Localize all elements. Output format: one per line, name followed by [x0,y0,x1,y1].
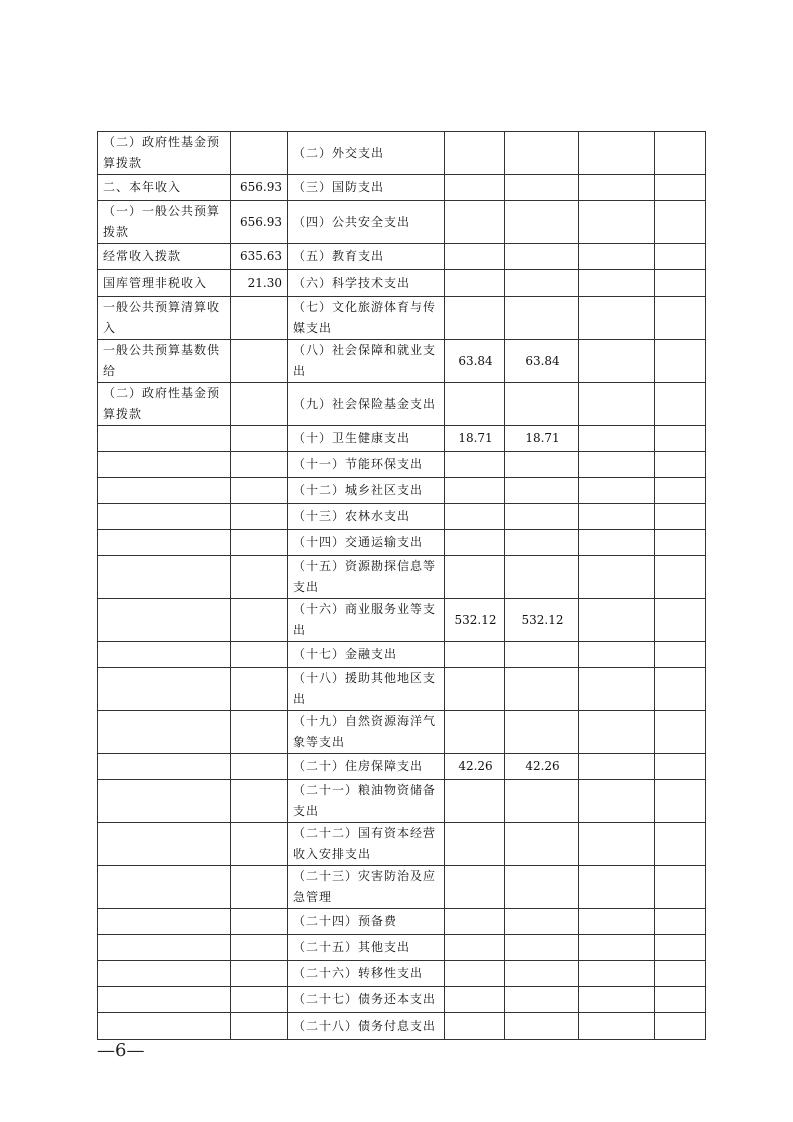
cell-income-item: （二）政府性基金预算拨款 [98,132,231,175]
cell-expense-item: （二）外交支出 [288,132,445,175]
table-row [98,780,706,823]
cell-expense-other [655,478,706,504]
cell-expense-total: 42.26 [445,754,505,780]
cell-income-amount [231,556,288,599]
cell-expense-item: （四）公共安全支出 [288,201,445,244]
cell-expense-total [445,504,505,530]
cell-expense-fund [579,642,655,668]
table-row [98,987,706,1013]
cell-expense-other [655,866,706,909]
cell-income-amount [231,383,288,426]
cell-income-item [98,504,231,530]
table-row [98,935,706,961]
cell-income-item [98,1013,231,1040]
cell-income-item [98,754,231,780]
cell-expense-other [655,383,706,426]
cell-expense-item: （十三）农林水支出 [288,504,445,530]
budget-table-body [98,132,706,1040]
cell-expense-total [445,383,505,426]
cell-expense-total [445,452,505,478]
table-row [98,244,706,270]
cell-income-item [98,711,231,754]
cell-income-item [98,961,231,987]
cell-expense-fund [579,823,655,866]
table-row [98,530,706,556]
cell-income-amount [231,504,288,530]
cell-expense-other [655,987,706,1013]
cell-expense-fund [579,961,655,987]
cell-income-amount: 656.93 [231,201,288,244]
cell-expense-other [655,642,706,668]
cell-income-amount [231,452,288,478]
table-row [98,175,706,201]
cell-expense-fund [579,132,655,175]
cell-expense-item: （六）科学技术支出 [288,270,445,297]
cell-expense-item: （十一）节能环保支出 [288,452,445,478]
table-row [98,1013,706,1040]
cell-expense-general [505,780,579,823]
cell-expense-general [505,961,579,987]
budget-table [97,131,706,1040]
cell-expense-item: （十七）金融支出 [288,642,445,668]
cell-expense-total [445,270,505,297]
cell-income-amount [231,132,288,175]
cell-expense-general [505,987,579,1013]
cell-expense-general [505,201,579,244]
cell-expense-general: 42.26 [505,754,579,780]
page-number: —6— [97,1040,145,1061]
cell-expense-other [655,556,706,599]
cell-expense-item: （十六）商业服务业等支出 [288,599,445,642]
cell-income-item: 二、本年收入 [98,175,231,201]
table-row [98,668,706,711]
cell-expense-fund [579,452,655,478]
cell-expense-fund [579,599,655,642]
table-row [98,201,706,244]
cell-expense-total [445,297,505,340]
table-row [98,340,706,383]
cell-income-amount [231,478,288,504]
cell-expense-item: （八）社会保障和就业支出 [288,340,445,383]
cell-expense-item: （十五）资源勘探信息等支出 [288,556,445,599]
cell-expense-total [445,961,505,987]
cell-expense-total [445,823,505,866]
cell-expense-fund [579,201,655,244]
cell-expense-other [655,297,706,340]
cell-expense-other [655,452,706,478]
cell-expense-item: （十四）交通运输支出 [288,530,445,556]
cell-income-item: 经常收入拨款 [98,244,231,270]
cell-expense-other [655,201,706,244]
cell-expense-general [505,668,579,711]
cell-expense-other [655,530,706,556]
cell-expense-total [445,711,505,754]
cell-expense-total [445,935,505,961]
table-row [98,504,706,530]
cell-expense-fund [579,909,655,935]
cell-expense-general: 63.84 [505,340,579,383]
cell-expense-fund [579,754,655,780]
cell-expense-other [655,132,706,175]
cell-income-amount [231,909,288,935]
cell-income-item: 一般公共预算基数供给 [98,340,231,383]
cell-income-amount [231,340,288,383]
cell-expense-fund [579,530,655,556]
cell-expense-fund [579,340,655,383]
cell-expense-general [505,530,579,556]
cell-expense-total [445,642,505,668]
cell-income-item [98,556,231,599]
table-row [98,297,706,340]
cell-income-amount [231,754,288,780]
cell-expense-general [505,642,579,668]
cell-income-amount [231,668,288,711]
cell-expense-total: 532.12 [445,599,505,642]
cell-expense-general [505,383,579,426]
cell-income-item: 一般公共预算清算收入 [98,297,231,340]
cell-income-amount [231,780,288,823]
table-row [98,556,706,599]
cell-income-amount [231,530,288,556]
cell-expense-total: 63.84 [445,340,505,383]
cell-expense-other [655,823,706,866]
cell-expense-total [445,987,505,1013]
cell-expense-item: （二十）住房保障支出 [288,754,445,780]
cell-expense-item: （七）文化旅游体育与传媒支出 [288,297,445,340]
cell-expense-other [655,961,706,987]
cell-expense-total [445,530,505,556]
cell-income-amount [231,961,288,987]
cell-expense-item: （二十三）灾害防治及应急管理 [288,866,445,909]
cell-expense-fund [579,866,655,909]
cell-expense-other [655,935,706,961]
cell-income-item [98,642,231,668]
cell-income-item [98,668,231,711]
cell-income-item [98,909,231,935]
cell-expense-item: （九）社会保险基金支出 [288,383,445,426]
cell-expense-fund [579,478,655,504]
cell-expense-total: 18.71 [445,426,505,452]
cell-income-amount [231,935,288,961]
cell-expense-general [505,132,579,175]
cell-expense-item: （二十一）粮油物资储备支出 [288,780,445,823]
cell-expense-item: （五）教育支出 [288,244,445,270]
cell-expense-general [505,1013,579,1040]
cell-income-item [98,452,231,478]
cell-income-item [98,987,231,1013]
cell-expense-item: （三）国防支出 [288,175,445,201]
cell-income-amount [231,1013,288,1040]
table-row [98,642,706,668]
cell-expense-total [445,244,505,270]
cell-expense-item: （二十七）债务还本支出 [288,987,445,1013]
cell-income-amount [231,599,288,642]
cell-expense-item: （十二）城乡社区支出 [288,478,445,504]
table-row [98,711,706,754]
cell-expense-fund [579,668,655,711]
cell-expense-general [505,556,579,599]
cell-expense-general [505,244,579,270]
cell-expense-total [445,780,505,823]
cell-income-amount [231,987,288,1013]
cell-expense-other [655,340,706,383]
cell-expense-general [505,175,579,201]
cell-expense-total [445,556,505,599]
cell-expense-fund [579,780,655,823]
cell-expense-item: （十九）自然资源海洋气象等支出 [288,711,445,754]
table-row [98,452,706,478]
cell-expense-other [655,909,706,935]
cell-expense-fund [579,987,655,1013]
cell-expense-other [655,1013,706,1040]
cell-expense-fund [579,504,655,530]
table-row [98,823,706,866]
cell-expense-other [655,754,706,780]
cell-expense-other [655,599,706,642]
cell-income-amount: 656.93 [231,175,288,201]
cell-expense-total [445,201,505,244]
cell-income-item [98,823,231,866]
cell-expense-general [505,297,579,340]
cell-expense-fund [579,297,655,340]
cell-expense-item: （二十五）其他支出 [288,935,445,961]
cell-expense-general [505,823,579,866]
cell-income-amount [231,297,288,340]
cell-income-item: （一）一般公共预算拨款 [98,201,231,244]
cell-expense-total [445,866,505,909]
cell-expense-other [655,668,706,711]
cell-expense-fund [579,244,655,270]
table-row [98,866,706,909]
cell-income-amount: 21.30 [231,270,288,297]
table-row [98,132,706,175]
cell-income-item [98,780,231,823]
table-row [98,478,706,504]
cell-expense-other [655,175,706,201]
cell-expense-total [445,909,505,935]
cell-expense-total [445,175,505,201]
cell-expense-general [505,504,579,530]
cell-expense-general: 532.12 [505,599,579,642]
cell-expense-fund [579,711,655,754]
table-row [98,754,706,780]
cell-expense-item: （十）卫生健康支出 [288,426,445,452]
cell-expense-fund [579,426,655,452]
cell-expense-item: （二十六）转移性支出 [288,961,445,987]
cell-income-item [98,426,231,452]
cell-expense-fund [579,556,655,599]
cell-expense-fund [579,175,655,201]
cell-income-amount [231,866,288,909]
table-row [98,270,706,297]
cell-expense-general [505,478,579,504]
table-row [98,426,706,452]
cell-income-item [98,935,231,961]
cell-income-amount [231,823,288,866]
cell-expense-item: （二十四）预备费 [288,909,445,935]
cell-expense-general: 18.71 [505,426,579,452]
cell-income-item [98,866,231,909]
cell-expense-total [445,668,505,711]
cell-income-item: （二）政府性基金预算拨款 [98,383,231,426]
cell-expense-general [505,270,579,297]
cell-income-amount [231,642,288,668]
cell-expense-fund [579,935,655,961]
cell-expense-general [505,909,579,935]
cell-expense-item: （十八）援助其他地区支出 [288,668,445,711]
cell-expense-other [655,711,706,754]
cell-expense-other [655,270,706,297]
cell-income-item [98,478,231,504]
cell-expense-total [445,1013,505,1040]
cell-expense-fund [579,1013,655,1040]
cell-expense-item: （二十二）国有资本经营收入安排支出 [288,823,445,866]
cell-expense-other [655,244,706,270]
table-row [98,909,706,935]
cell-income-item [98,530,231,556]
cell-expense-other [655,426,706,452]
cell-income-item: 国库管理非税收入 [98,270,231,297]
cell-expense-other [655,504,706,530]
cell-income-amount [231,711,288,754]
cell-expense-general [505,452,579,478]
table-row [98,599,706,642]
cell-expense-general [505,935,579,961]
cell-income-amount [231,426,288,452]
cell-income-item [98,599,231,642]
cell-expense-total [445,132,505,175]
cell-expense-general [505,711,579,754]
cell-expense-fund [579,383,655,426]
cell-expense-general [505,866,579,909]
cell-expense-fund [579,270,655,297]
table-row [98,383,706,426]
cell-expense-other [655,780,706,823]
cell-income-amount: 635.63 [231,244,288,270]
cell-expense-item: （二十八）债务付息支出 [288,1013,445,1040]
table-row [98,961,706,987]
cell-expense-total [445,478,505,504]
